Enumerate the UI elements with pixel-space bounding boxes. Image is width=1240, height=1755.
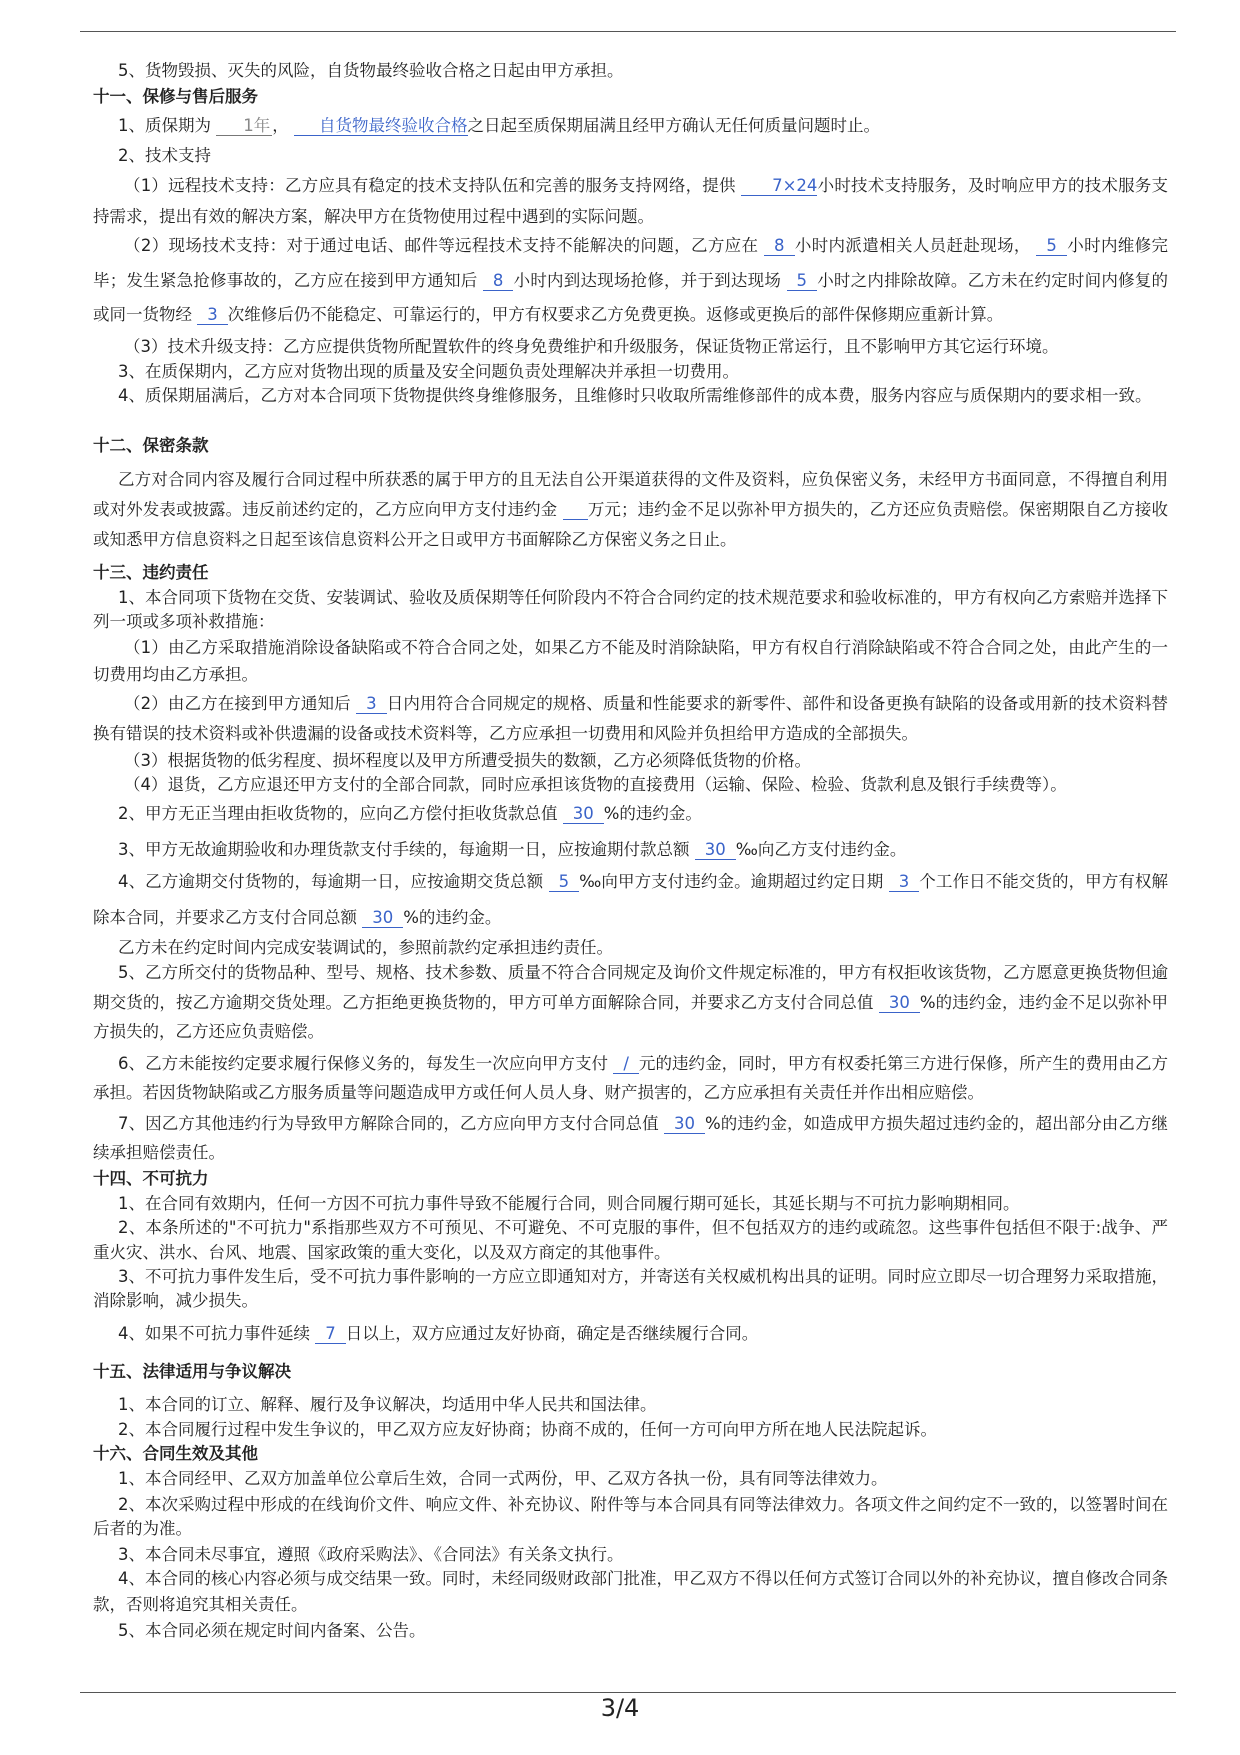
clause-text: 2、甲方无正当理由拒收货物的，应向乙方偿付拒收货款总值 bbox=[118, 804, 563, 823]
filled-blank-value: 8 bbox=[483, 272, 514, 291]
clause-text: 小时内派遣相关人员赶赴现场， bbox=[794, 236, 1037, 255]
warranty-period-value: 1年 bbox=[216, 117, 272, 136]
clause-paragraph bbox=[93, 1542, 1168, 1567]
clause-text: 3、不可抗力事件发生后，受不可抗力事件影响的一方应立即通知对方，并寄送有关权威机构出具的证明。同时应立即尽一切合理努力采取措施，消除影响，减少损失。 bbox=[93, 1267, 1168, 1310]
clause-paragraph bbox=[93, 1049, 1168, 1107]
clause-paragraph bbox=[93, 1566, 1168, 1618]
clause-text: 4、质保期届满后，乙方对本合同项下货物提供终身维修服务，且维修时只收取所需维修部件的成本费，服务内容应与质保期内的要求相一致。 bbox=[118, 386, 1152, 405]
clause-text: 5、本合同必须在规定时间内备案、公告。 bbox=[118, 1621, 426, 1640]
section-heading bbox=[93, 84, 1168, 109]
clause-text: %的违约金，违约金不足以弥补甲方损失的，乙方还应负责赔偿。 bbox=[93, 992, 1168, 1041]
filled-blank-value bbox=[563, 501, 588, 520]
section-heading bbox=[93, 1166, 1168, 1191]
clause-text: 3、甲方无故逾期验收和办理货款支付手续的，每逾期一日，应按逾期付款总额 bbox=[118, 840, 695, 859]
clause-text: 次维修后仍不能稳定、可靠运行的，甲方有权要求乙方免费更换。返修或更换后的部件保修期应重新计算。 bbox=[227, 305, 1004, 324]
clause-paragraph bbox=[93, 1466, 1168, 1491]
filled-blank-value: 30 bbox=[664, 1115, 705, 1134]
filled-blank-value: 3 bbox=[197, 306, 228, 325]
clause-paragraph bbox=[93, 1191, 1168, 1216]
filled-blank-value: / bbox=[613, 1055, 639, 1074]
filled-blank-value: 3 bbox=[889, 873, 920, 892]
clause-paragraph bbox=[93, 113, 1168, 139]
clause-text: 十一、保修与售后服务 bbox=[93, 87, 258, 106]
filled-blank-value: 30 bbox=[563, 805, 604, 824]
clause-text: %的违约金，如造成甲方损失超过违约金的，超出部分由乙方继续承担赔偿责任。 bbox=[93, 1114, 1168, 1162]
underlined-field-value: 自货物最终验收合格 bbox=[294, 117, 468, 136]
clause-text: （1）远程技术支持：乙方应具有稳定的技术支持队伍和完善的服务支持网络，提供 bbox=[124, 176, 742, 195]
clause-text: （2）现场技术支持：对于通过电话、邮件等远程技术支持不能解决的问题，乙方应在 bbox=[124, 236, 764, 255]
clause-paragraph bbox=[93, 1392, 1168, 1417]
clause-text: 十三、违约责任 bbox=[93, 563, 209, 582]
clause-paragraph bbox=[93, 1109, 1168, 1167]
clause-paragraph bbox=[93, 334, 1168, 359]
clause-text: （1）由乙方采取措施消除设备缺陷或不符合合同之处，如果乙方不能及时消除缺陷，甲方有权自行消除缺陷或不符合合同之处，由此产生的一切费用均由乙方承担。 bbox=[93, 638, 1168, 684]
clause-paragraph bbox=[93, 801, 1168, 826]
section-heading bbox=[93, 1441, 1168, 1466]
clause-text: 3、在质保期内，乙方应对货物出现的质量及安全问题负责处理解决并承担一切费用。 bbox=[118, 362, 739, 381]
clause-text: 日内用符合合同规定的规格、质量和性能要求的新零件、部件和设备更换有缺陷的设备或用新的技术资料替换有错误的技术资料或补供遗漏的设备或技术资料等，乙方应承担一切费用和风险并负担给甲方造成的全部损失。 bbox=[93, 694, 1168, 743]
clause-paragraph bbox=[93, 1321, 1168, 1346]
clause-text: 2、本合同履行过程中发生争议的，甲乙双方应友好协商；协商不成的，任何一方可向甲方所在地人民法院起诉。 bbox=[118, 1420, 937, 1439]
clause-paragraph bbox=[93, 1493, 1168, 1541]
clause-text: 小时内维修完毕；发生紧急抢修事故的，乙方应在接到甲方通知后 bbox=[93, 236, 1169, 290]
clause-text: 1、质保期为 bbox=[118, 116, 217, 135]
clause-paragraph bbox=[93, 229, 1168, 333]
clause-text: ， bbox=[272, 116, 294, 135]
clause-text: 小时技术支持服务，及时响应甲方的技术服务支持需求，提出有效的解决方案，解决甲方在货物使用过程中遇到的实际问题。 bbox=[93, 176, 1169, 226]
clause-paragraph bbox=[93, 689, 1168, 749]
clause-paragraph bbox=[93, 586, 1168, 633]
section-heading bbox=[93, 433, 1168, 458]
clause-text: （3）技术升级支持：乙方应提供货物所配置软件的终身免费维护和升级服务，保证货物正常运行，且不影响甲方其它运行环境。 bbox=[124, 337, 1059, 356]
footer-rule bbox=[80, 1692, 1176, 1693]
clause-text: 6、乙方未能按约定要求履行保修义务的，每发生一次应向甲方支付 bbox=[118, 1054, 614, 1073]
clause-paragraph bbox=[93, 58, 1168, 83]
clause-text: 十五、法律适用与争议解决 bbox=[93, 1362, 291, 1381]
clause-paragraph bbox=[93, 935, 1168, 960]
header-rule bbox=[80, 31, 1176, 32]
filled-blank-value: 30 bbox=[879, 994, 920, 1013]
section-heading bbox=[93, 1359, 1168, 1384]
clause-text: 3、本合同未尽事宜，遵照《政府采购法》、《合同法》有关条文执行。 bbox=[118, 1545, 624, 1564]
clause-paragraph bbox=[93, 1417, 1168, 1442]
clause-paragraph bbox=[93, 772, 1168, 797]
clause-text: 2、技术支持 bbox=[118, 146, 211, 165]
clause-text: 2、本条所述的"不可抗力"系指那些双方不可预见、不可避免、不可克服的事件，但不包括双方的违约或疏忽。这些事件包括但不限于:战争、严重火灾、洪水、台风、地震、国家政策的重大变化，以及双方商定的其他事件。 bbox=[93, 1218, 1168, 1262]
clause-text: 之日起至质保期届满且经甲方确认无任何质量问题时止。 bbox=[467, 116, 880, 135]
clause-paragraph bbox=[93, 748, 1168, 773]
clause-text: 4、如果不可抗力事件延续 bbox=[118, 1324, 316, 1343]
clause-text: ‰向乙方支付违约金。 bbox=[735, 840, 907, 859]
clause-paragraph bbox=[93, 359, 1168, 384]
clause-text: （4）退货，乙方应退还甲方支付的全部合同款，同时应承担该货物的直接费用（运输、保险、检验、货款利息及银行手续费等）。 bbox=[124, 775, 1067, 794]
clause-text: 十二、保密条款 bbox=[93, 436, 209, 455]
clause-text: %的违约金。 bbox=[603, 804, 702, 823]
clause-text: 个工作日不能交货的，甲方有权解除本合同，并要求乙方支付合同总额 bbox=[93, 872, 1168, 927]
clause-paragraph bbox=[93, 958, 1168, 1047]
clause-text: 5、乙方所交付的货物品种、型号、规格、技术参数、质量不符合合同规定及询价文件规定标准的，甲方有权拒收该货物，乙方愿意更换货物但逾期交货的，按乙方逾期交货处理。乙方拒绝更换货物的，甲方可单方面解除合同，并要求乙方支付合同总值 bbox=[93, 963, 1168, 1012]
clause-text: ‰向甲方支付违约金。逾期超过约定日期 bbox=[579, 872, 889, 891]
clause-paragraph bbox=[93, 634, 1168, 688]
filled-blank-value: 7 bbox=[315, 1325, 346, 1344]
clause-paragraph bbox=[93, 864, 1168, 936]
filled-blank-value: 3 bbox=[356, 695, 387, 714]
clause-text: 7、因乙方其他违约行为导致甲方解除合同的，乙方应向甲方支付合同总值 bbox=[118, 1114, 665, 1133]
filled-blank-value: 5 bbox=[787, 272, 818, 291]
clause-paragraph bbox=[93, 143, 1168, 168]
section-heading bbox=[93, 560, 1168, 585]
clause-text: 1、在合同有效期内，任何一方因不可抗力事件导致不能履行合同，则合同履行期可延长，其延长期与不可抗力影响期相同。 bbox=[118, 1194, 1020, 1213]
clause-paragraph bbox=[93, 1216, 1168, 1265]
clause-text: 十六、合同生效及其他 bbox=[93, 1444, 258, 1463]
clause-paragraph bbox=[93, 383, 1168, 408]
clause-text: 小时之内排除故障。乙方未在约定时间内修复的或同一货物经 bbox=[93, 270, 1169, 324]
clause-paragraph bbox=[93, 465, 1168, 555]
clause-text: 日以上，双方应通过友好协商，确定是否继续履行合同。 bbox=[345, 1324, 759, 1343]
clause-text: 十四、不可抗力 bbox=[93, 1169, 209, 1188]
filled-blank-value: 30 bbox=[362, 909, 403, 928]
clause-text: 4、本合同的核心内容必须与成交结果一致。同时，未经同级财政部门批准，甲乙双方不得以任何方式签订合同以外的补充协议，擅自修改合同条款，否则将追究其相关责任。 bbox=[93, 1569, 1168, 1614]
clause-text: %的违约金。 bbox=[403, 908, 502, 927]
clause-text: 万元；违约金不足以弥补甲方损失的，乙方还应负责赔偿。保密期限自乙方接收或知悉甲方信息资料之日起至该信息资料公开之日或甲方书面解除乙方保密义务之日止。 bbox=[93, 500, 1168, 549]
clause-text: （3）根据货物的低劣程度、损坏程度以及甲方所遭受损失的数额，乙方必须降低货物的价格。 bbox=[124, 751, 811, 770]
page-number: 3/4 bbox=[600, 1694, 640, 1722]
clause-text: 小时内到达现场抢修，并于到达现场 bbox=[513, 270, 787, 290]
clause-text: 1、本合同经甲、乙双方加盖单位公章后生效，合同一式两份，甲、乙双方各执一份，具有同等法律效力。 bbox=[118, 1469, 888, 1488]
filled-blank-value: 5 bbox=[549, 873, 580, 892]
clause-text: 1、本合同项下货物在交货、安装调试、验收及质保期等任何阶段内不符合合同约定的技术规范要求和验收标准的，甲方有权向乙方索赔并选择下列一项或多项补救措施： bbox=[93, 588, 1168, 631]
clause-paragraph bbox=[93, 1618, 1168, 1643]
clause-text: 5、货物毁损、灭失的风险，自货物最终验收合格之日起由甲方承担。 bbox=[118, 61, 624, 80]
filled-blank-value: 8 bbox=[764, 237, 795, 256]
clause-text: 乙方未在约定时间内完成安装调试的，参照前款约定承担违约责任。 bbox=[118, 938, 613, 957]
clause-paragraph bbox=[93, 170, 1168, 232]
clause-text: 1、本合同的订立、解释、履行及争议解决，均适用中华人民共和国法律。 bbox=[118, 1395, 657, 1414]
clause-paragraph bbox=[93, 837, 1168, 862]
clause-text: 2、本次采购过程中形成的在线询价文件、响应文件、补充协议、附件等与本合同具有同等法律效力。各项文件之间约定不一致的，以签署时间在后者的为准。 bbox=[93, 1495, 1168, 1538]
filled-blank-value: 30 bbox=[695, 841, 736, 860]
underlined-field-value: 7×24 bbox=[741, 177, 817, 196]
clause-text: 4、乙方逾期交付货物的，每逾期一日，应按逾期交货总额 bbox=[118, 872, 549, 891]
filled-blank-value: 5 bbox=[1036, 237, 1067, 256]
clause-text: 乙方对合同内容及履行合同过程中所获悉的属于甲方的且无法自公开渠道获得的文件及资料，应负保密义务，未经甲方书面同意，不得擅自利用或对外发表或披露。违反前述约定的，乙方应向甲方支付违约金 bbox=[93, 470, 1168, 519]
clause-text: （2）由乙方在接到甲方通知后 bbox=[124, 694, 357, 713]
clause-text: 元的违约金，同时，甲方有权委托第三方进行保修，所产生的费用由乙方承担。若因货物缺陷或乙方服务质量等问题造成甲方或任何人员人身、财产损害的，乙方应承担有关责任并作出相应赔偿。 bbox=[93, 1054, 1169, 1102]
clause-paragraph bbox=[93, 1265, 1168, 1313]
